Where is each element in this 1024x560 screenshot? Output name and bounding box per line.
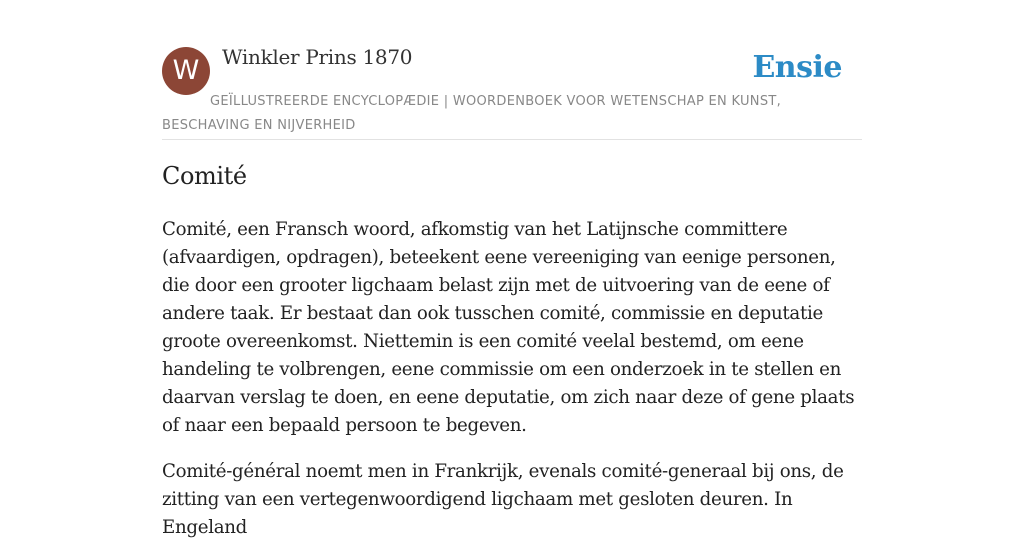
brand-logo[interactable]: Ensie [752,50,842,85]
entry-paragraph: Comité, een Fransch woord, afkomstig van het Latijnsche committere (afvaardigen, opdragen), beteekent eene vereeniging van eenige personen, die door een grooter ligchaam belast zijn met de uitvoering van de eene of andere taak. Er bestaat dan ook tusschen comité, commissie en deputatie groote overeenkomst. Niettemin is een comité veelal bestemd, om eene handeling te volbrengen, eene commissie om een onderzoek in te stellen en daarvan verslag te doen, en eene deputatie, om zich naar deze of gene plaats of naar een bepaald persoon te begeven. [162,219,855,436]
source-title[interactable]: Winkler Prins 1870 [222,45,413,69]
entry-title: Comité [162,162,247,190]
source-subtitle: GEÏLLUSTREERDE ENCYCLOPÆDIE | WOORDENBOEK VOOR WETENSCHAP EN KUNST, BESCHAVING EN NIJVERHEID [162,94,782,133]
avatar[interactable]: W [162,47,210,95]
entry-paragraph: Comité-général noemt men in Frankrijk, evenals comité-generaal bij ons, de zitting van een vertegenwoordigend ligchaam met gesloten deuren. In Engeland [162,461,844,538]
entry-body [162,216,866,560]
divider [162,139,862,140]
